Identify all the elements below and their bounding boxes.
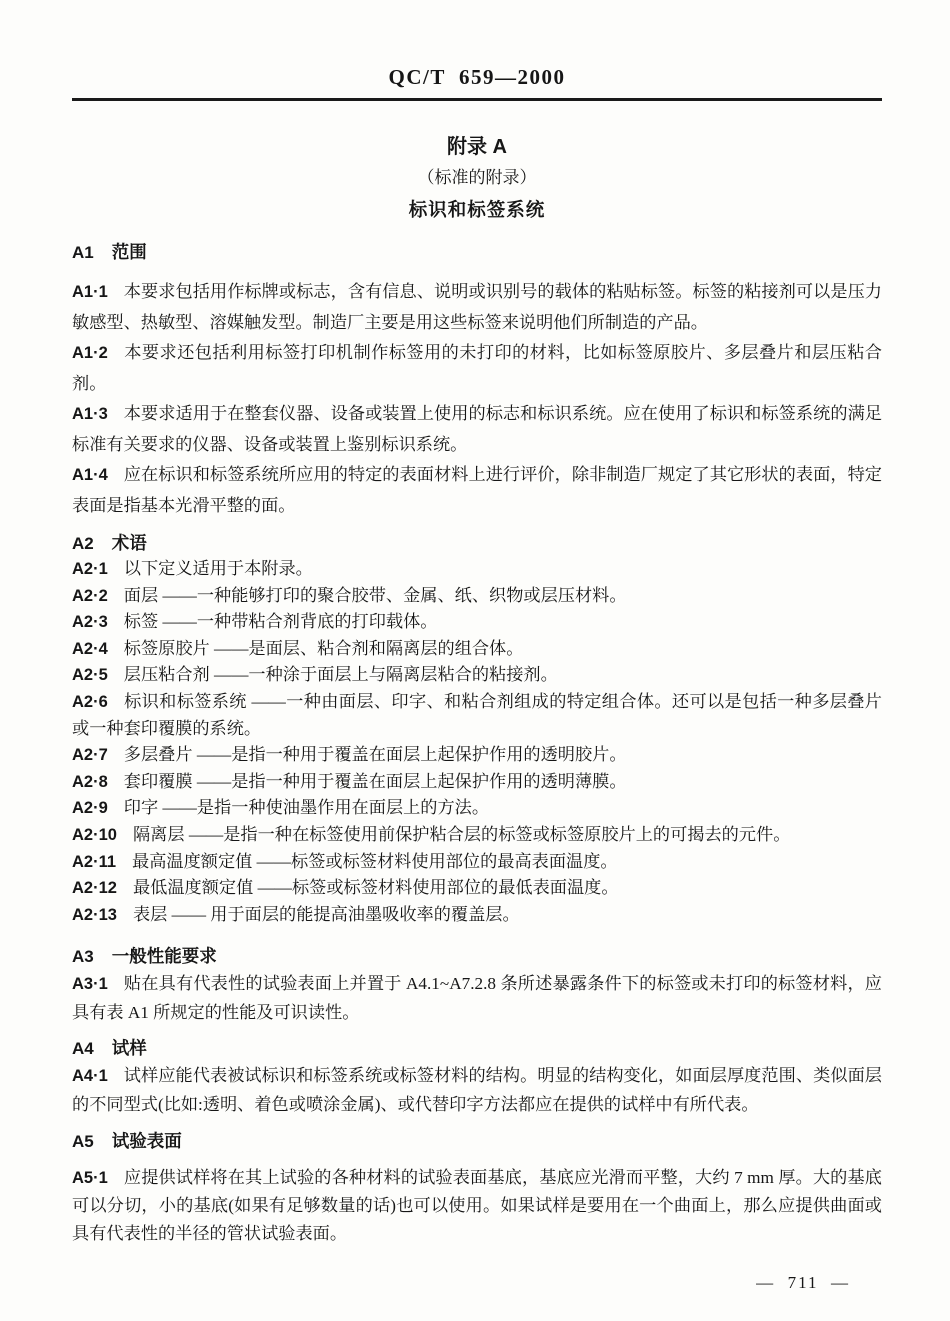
clause-text: 最低温度额定值 ——标签或标签材料使用部位的最低表面温度。: [132, 878, 619, 898]
section-title: 试样: [111, 1038, 147, 1059]
clause-text: 标签原胶片 ——是面层、粘合剂和隔离层的组合体。: [123, 638, 524, 658]
appendix-name: 标识和标签系统: [408, 199, 546, 220]
clause: [72, 1062, 882, 1118]
section-heading: [72, 944, 882, 969]
clause-number: A2·12: [72, 879, 117, 898]
clause-number: A2·7: [72, 746, 108, 765]
clause-text: 印字 ——是指一种使油墨作用在面层上的方法。: [123, 798, 490, 818]
clause-number: A2·11: [72, 852, 117, 871]
clause-text: 标识和标签系统 ——一种由面层、印字、和粘合剂组成的特定组合体。还可以是包括一种多层叠片或一种套印覆膜的系统。: [72, 691, 882, 738]
clause: [72, 875, 882, 902]
clause-number: A1·1: [72, 283, 108, 301]
section-terms: [72, 531, 882, 928]
clause-number: A2·10: [72, 825, 117, 844]
header-rule: [72, 98, 882, 101]
clause-text: 面层 ——一种能够打印的聚合胶带、金属、纸、织物或层压材料。: [123, 585, 627, 605]
clause-number: A5·1: [72, 1168, 108, 1187]
section-general-performance: [72, 944, 882, 1026]
section-number: A2: [72, 534, 94, 553]
clause-list: [72, 1164, 882, 1247]
clause-text: 应在标识和标签系统所应用的特定的表面材料上进行评价，除非制造厂规定了其它形状的表面，特定表面是指基本光滑平整的面。: [72, 465, 882, 515]
clause: [72, 583, 882, 610]
section-title: 一般性能要求: [111, 946, 217, 967]
clause: [72, 970, 882, 1026]
section-heading: [72, 240, 882, 265]
clause-text: 隔离层 ——是指一种在标签使用前保护粘合层的标签或标签原胶片上的可揭去的元件。: [132, 824, 791, 844]
clause: [72, 277, 882, 338]
clause: [72, 902, 882, 929]
clause: [72, 460, 882, 521]
clause-list: [72, 277, 882, 521]
clause-list: [72, 970, 882, 1026]
appendix-note: （标准的附录）: [417, 168, 537, 187]
clause-number: A2·2: [72, 586, 108, 605]
clause: [72, 556, 882, 583]
standard-number: QC/T 659—2000: [388, 65, 566, 89]
section-scope: [72, 240, 882, 521]
clause-number: A2·9: [72, 799, 108, 818]
clause-text: 试样应能代表被试标识和标签系统或标签材料的结构。明显的结构变化，如面层厚度范围、类似面层的不同型式(比如:透明、着色或喷涂金属)、或代替印字方法都应在提供的试样中有所代表。: [72, 1066, 882, 1114]
clause: [72, 662, 882, 689]
clause-number: A2·6: [72, 692, 108, 711]
clause-number: A2·3: [72, 613, 108, 632]
clause-text: 层压粘合剂 ——一种涂于面层上与隔离层粘合的粘接剂。: [123, 665, 558, 685]
section-number: A3: [72, 947, 94, 967]
clause-number: A2·8: [72, 772, 108, 791]
clause-text: 表层 —— 用于面层的能提高油墨吸收率的覆盖层。: [132, 904, 520, 924]
section-test-surface: [72, 1129, 882, 1247]
clause-number: A2·1: [72, 560, 108, 578]
clause-list: [72, 556, 882, 928]
section-title: 术语: [111, 533, 147, 553]
clause: [72, 795, 882, 822]
page-number: — 711 —: [756, 1273, 850, 1293]
clause: [72, 822, 882, 849]
clause-text: 最高温度额定值 ——标签或标签材料使用部位的最高表面温度。: [132, 851, 618, 871]
clause-list: [72, 1062, 882, 1118]
clause: [72, 1164, 882, 1247]
clause-number: A2·13: [72, 905, 117, 924]
clause-number: A1·2: [72, 344, 108, 362]
clause: [72, 636, 882, 663]
clause-number: A1·3: [72, 405, 108, 423]
clause-number: A3·1: [72, 975, 108, 994]
clause-number: A2·4: [72, 639, 108, 658]
clause: [72, 338, 882, 399]
section-title: 范围: [111, 242, 147, 262]
section-heading: [72, 1036, 882, 1061]
section-number: A4: [72, 1039, 94, 1059]
clause: [72, 742, 882, 769]
clause: [72, 609, 882, 636]
clause: [72, 689, 882, 742]
clause-text: 多层叠片 ——是指一种用于覆盖在面层上起保护作用的透明胶片。: [123, 745, 627, 765]
section-specimens: [72, 1036, 882, 1118]
clause: [72, 849, 882, 876]
section-title: 试验表面: [111, 1130, 182, 1151]
section-number: A5: [72, 1131, 94, 1151]
clause-text: 应提供试样将在其上试验的各种材料的试验表面基底，基底应光滑而平整，大约 7 mm 厚。大的基底可以分切，小的基底(如果有足够数量的话)也可以使用。如果试样是要用在一个曲面上，那么应提供曲面或具有代表性的半径的管状试验表面。: [72, 1167, 882, 1243]
section-heading: [72, 1129, 882, 1154]
clause-text: 本要求还包括利用标签打印机制作标签用的未打印的材料，比如标签原胶片、多层叠片和层压粘合剂。: [72, 343, 882, 393]
clause-text: 本要求包括用作标牌或标志，含有信息、说明或识别号的载体的粘贴标签。标签的粘接剂可以是压力敏感型、热敏型、溶媒触发型。制造厂主要是用这些标签来说明他们所制造的产品。: [72, 282, 882, 332]
clause-number: A4·1: [72, 1067, 108, 1086]
clause-text: 以下定义适用于本附录。: [123, 559, 313, 578]
clause-number: A1·4: [72, 466, 108, 484]
clause: [72, 399, 882, 460]
clause-number: A2·5: [72, 666, 108, 685]
clause: [72, 769, 882, 796]
appendix-title: 附录 A: [447, 136, 507, 158]
section-number: A1: [72, 243, 94, 262]
clause-text: 本要求适用于在整套仪器、设备或装置上使用的标志和标识系统。应在使用了标识和标签系统的满足标准有关要求的仪器、设备或装置上鉴别标识系统。: [72, 404, 882, 454]
section-heading: [72, 531, 882, 556]
clause-text: 贴在具有代表性的试验表面上并置于 A4.1~A7.2.8 条所述暴露条件下的标签或未打印的标签材料，应具有表 A1 所规定的性能及可识读性。: [72, 974, 882, 1022]
clause-text: 标签 ——一种带粘合剂背底的打印载体。: [123, 612, 438, 632]
clause-text: 套印覆膜 ——是指一种用于覆盖在面层上起保护作用的透明薄膜。: [123, 771, 627, 791]
